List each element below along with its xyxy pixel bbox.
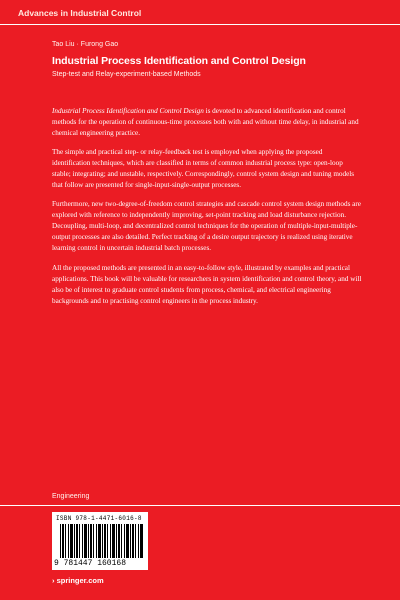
description (52, 106, 362, 315)
series-divider (0, 24, 400, 25)
description-paragraph-4: All the proposed methods are presented in an easy-to-follow style, illustrated by examples and practical applications. This book will be valuable for researchers in system identification and control theory, and will also be of interest to graduate control students from process, chemical, and electrical engineering backgrounds and to practising control engineers in the process industry. (52, 264, 362, 305)
series-name: Advances in Industrial Control (18, 8, 142, 18)
barcode-bars (60, 524, 144, 558)
book-title: Industrial Process Identification and Control Design (52, 55, 306, 67)
description-paragraph-2: The simple and practical step- or relay-feedback test is employed when applying the proposed identification techniques, which are classified in terms of common industrial process type: open-loop stable; integrating; and unstable, respectively. Correspondingly, control system design and tuning models that follow are presented for single-input-single-output processes. (52, 148, 355, 189)
isbn-text: ISBN 978-1-4471-6016-8 (56, 515, 142, 522)
authors: Tao Liu · Furong Gao (52, 41, 119, 48)
barcode (52, 512, 148, 570)
category-label: Engineering (52, 493, 90, 500)
description-title-italic: Industrial Process Identification and Control Design (52, 107, 204, 115)
description-paragraph-1-text: is devoted to advanced identification and control methods for the operation of continuous-time processes both with and without time delay, in industrial and chemical engineering practice. (52, 107, 359, 137)
book-subtitle: Step-test and Relay-experiment-based Methods (52, 71, 201, 78)
ean-digits: 9 781447 160168 (54, 559, 127, 568)
publisher-url[interactable]: › springer.com (52, 576, 104, 585)
description-paragraph-3: Furthermore, new two-degree-of-freedom control strategies and cascade control system design methods are explored with reference to independently improving, set-point tracking and load disturbance rejection. Decoupling, multi-loop, and decentralized control techniques for the operation of multiple-input-multiple-output processes are also detailed. Perfect tracking of a desire output trajectory is realized using iterative learning control in uncertain industrial batch processes. (52, 200, 361, 252)
bottom-divider (0, 505, 400, 506)
description-paragraph-1 (52, 106, 362, 139)
